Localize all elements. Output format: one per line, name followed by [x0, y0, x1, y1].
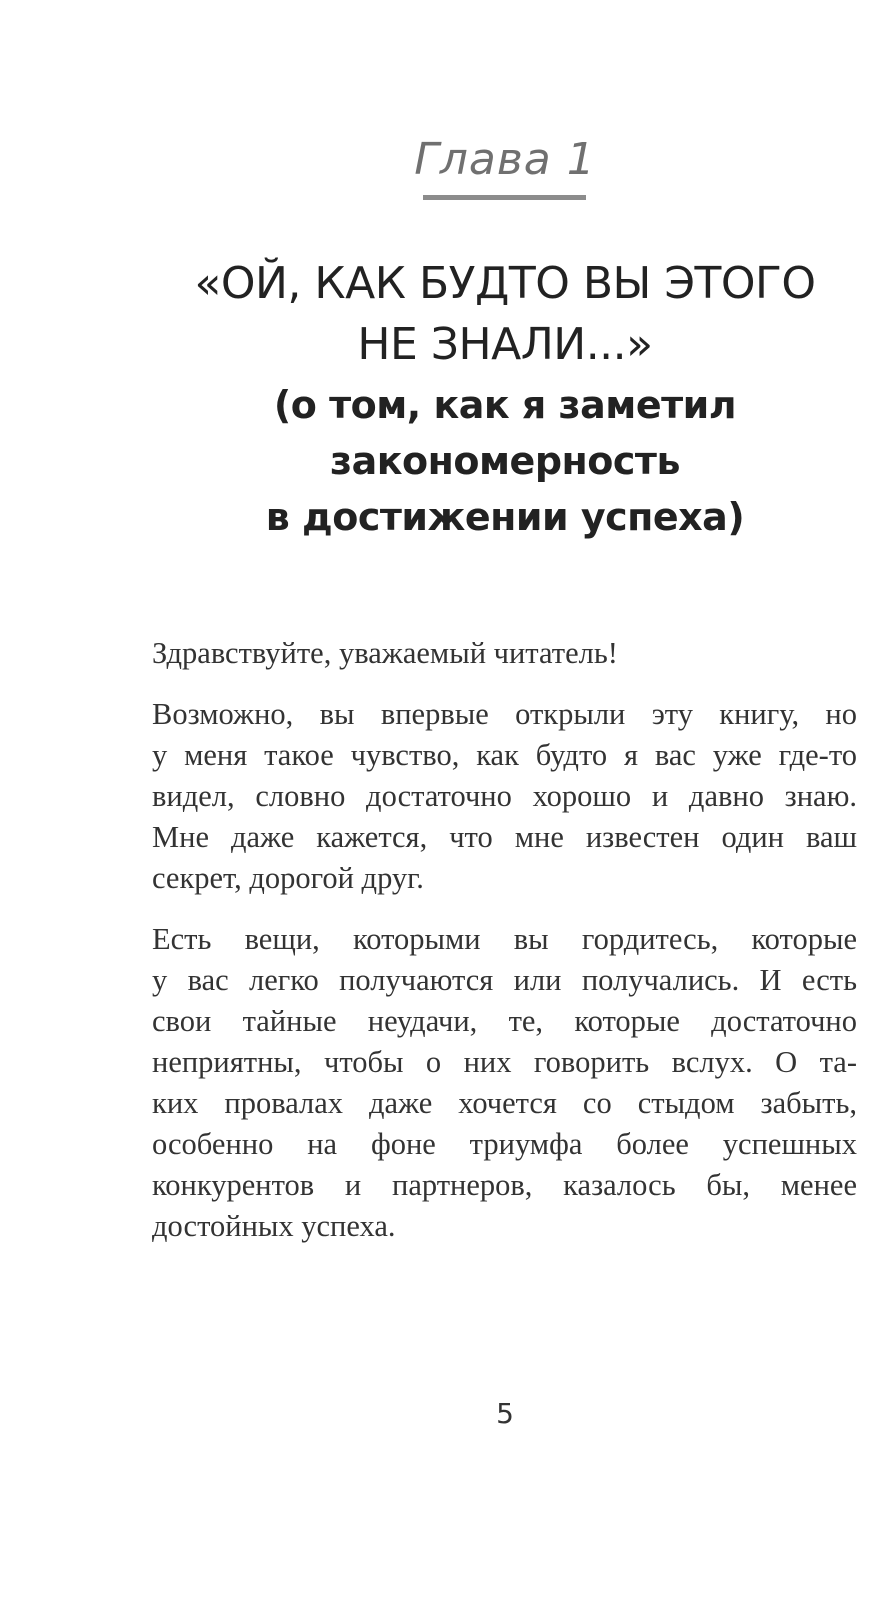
- chapter-underline: [423, 195, 586, 200]
- chapter-label: Глава 1: [414, 134, 596, 185]
- text-line: Мне даже кажется, что мне известен один ваш: [152, 820, 857, 854]
- text-line: видел, словно достаточно хорошо и давно знаю.: [152, 779, 857, 813]
- chapter-subtitle: [140, 377, 870, 545]
- text-line: особенно на фоне триумфа более успешных: [152, 1127, 857, 1161]
- text-line: достойных успеха.: [152, 1209, 396, 1243]
- text-line: у меня такое чувство, как будто я вас уже где-то: [152, 738, 857, 772]
- text-line: секрет, дорогой друг.: [152, 861, 424, 895]
- title-main-line: «ОЙ, КАК БУДТО ВЫ ЭТОГО: [194, 258, 816, 309]
- chapter-title-main: [140, 253, 870, 375]
- text-line: у вас легко получаются или получались. И есть: [152, 963, 857, 997]
- paragraph: [152, 919, 857, 1247]
- chapter-title: [140, 253, 870, 545]
- text-line: ких провалах даже хочется со стыдом забыть,: [152, 1086, 857, 1120]
- subtitle-line: закономерность: [330, 439, 680, 483]
- text-line: Есть вещи, которыми вы гордитесь, которые: [152, 922, 857, 956]
- text-line: конкурентов и партнеров, казалось бы, менее: [152, 1168, 857, 1202]
- text-line: свои тайные неудачи, те, которые достаточно: [152, 1004, 857, 1038]
- text-line: неприятны, чтобы о них говорить вслух. О та-: [152, 1045, 857, 1079]
- text-line: Здравствуйте, уважаемый читатель!: [152, 636, 618, 670]
- title-main-line: НЕ ЗНАЛИ...»: [357, 319, 653, 370]
- page-number: 5: [496, 1397, 514, 1430]
- paragraph-greeting: [152, 633, 857, 674]
- body-text: [152, 633, 857, 1267]
- text-line: Возможно, вы впервые открыли эту книгу, но: [152, 697, 857, 731]
- subtitle-line: (о том, как я заметил: [273, 383, 737, 427]
- subtitle-line: в достижении успеха): [265, 495, 745, 539]
- paragraph: [152, 694, 857, 899]
